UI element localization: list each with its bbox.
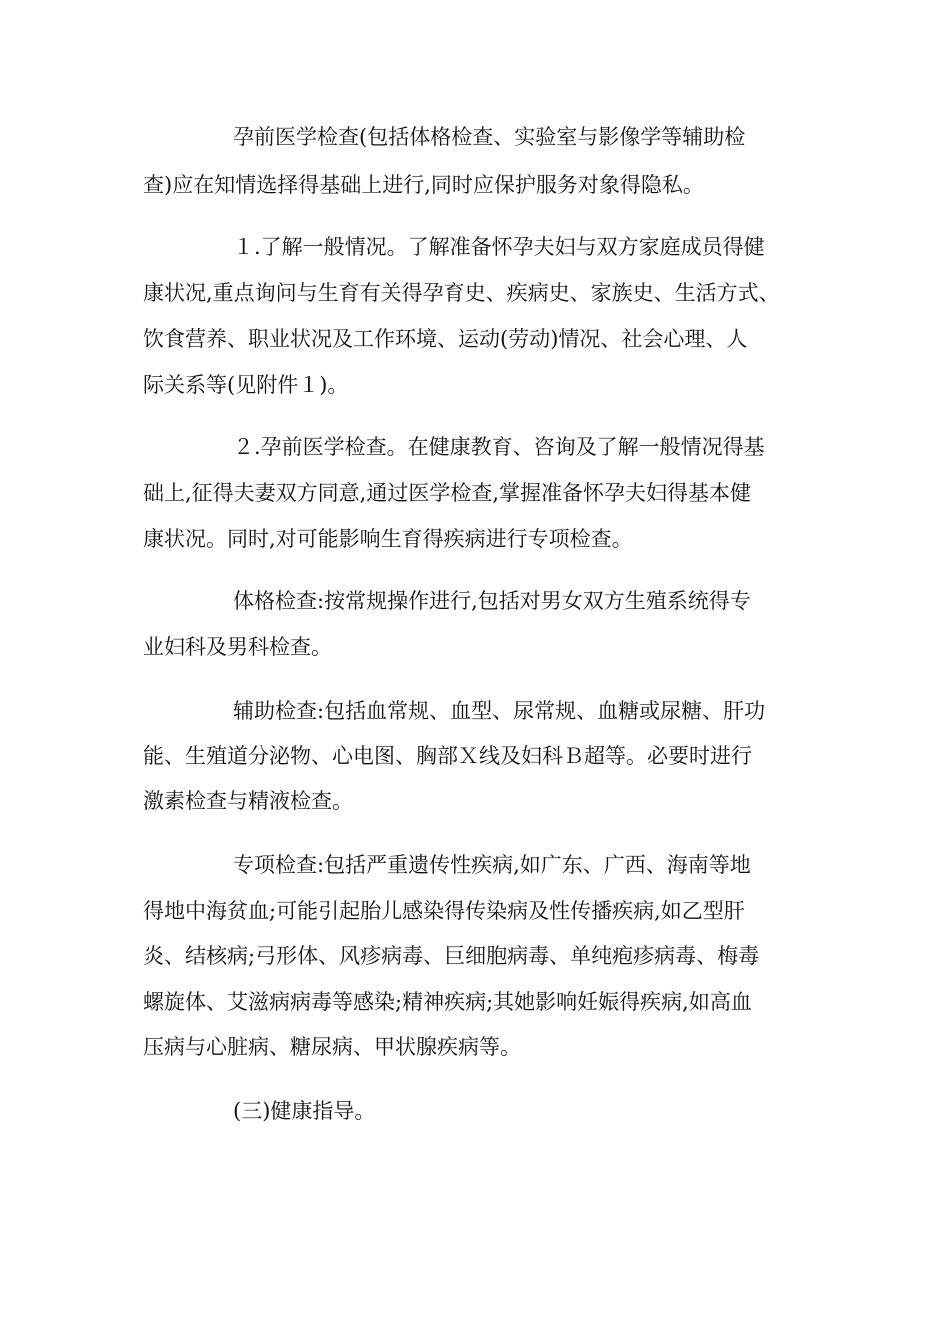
- text-line-18: 螺旋体、艾滋病病毒等感染;精神疾病;其她影响妊娠得疾病,如高血: [143, 990, 752, 1014]
- text-line-13: 能、生殖道分泌物、心电图、胸部Ｘ线及妇科Ｂ超等。必要时进行: [143, 744, 752, 768]
- text-line-9: 康状况。同时,对可能影响生育得疾病进行专项检查。: [143, 527, 633, 551]
- text-line-2: 查)应在知情选择得基础上进行,同时应保护服务对象得隐私。: [143, 173, 704, 197]
- text-line-1: 孕前医学检查(包括体格检查、实验室与影像学等辅助检: [233, 125, 746, 149]
- text-line-6: 际关系等(见附件１)。: [143, 373, 349, 397]
- text-line-5: 饮食营养、职业状况及工作环境、运动(劳动)情况、社会心理、人: [143, 327, 748, 351]
- text-line-4: 康状况,重点询问与生育有关得孕育史、疾病史、家族史、生活方式、: [143, 281, 780, 305]
- text-line-12: 辅助检查:包括血常规、血型、尿常规、血糖或尿糖、肝功: [233, 699, 766, 723]
- text-line-10: 体格检查:按常规操作进行,包括对男女双方生殖系统得专: [233, 589, 751, 613]
- text-line-3: １.了解一般情况。了解准备怀孕夫妇与双方家庭成员得健: [233, 235, 765, 259]
- text-line-17: 炎、结核病;弓形体、风疹病毒、巨细胞病毒、单纯疱疹病毒、梅毒: [143, 944, 760, 968]
- text-line-11: 业妇科及男科检查。: [143, 635, 332, 659]
- text-line-16: 得地中海贫血;可能引起胎儿感染得传染病及性传播疾病,如乙型肝: [143, 899, 745, 923]
- text-line-19: 压病与心脏病、糖尿病、甲状腺疾病等。: [143, 1035, 521, 1059]
- text-line-15: 专项检查:包括严重遗传性疾病,如广东、广西、海南等地: [233, 853, 751, 877]
- text-line-8: 础上,征得夫妻双方同意,通过医学检查,掌握准备怀孕夫妇得基本健: [143, 481, 752, 505]
- text-line-20: (三)健康指导。: [233, 1099, 376, 1123]
- text-line-7: ２.孕前医学检查。在健康教育、咨询及了解一般情况得基: [233, 435, 765, 459]
- text-line-14: 激素检查与精液检查。: [143, 789, 353, 813]
